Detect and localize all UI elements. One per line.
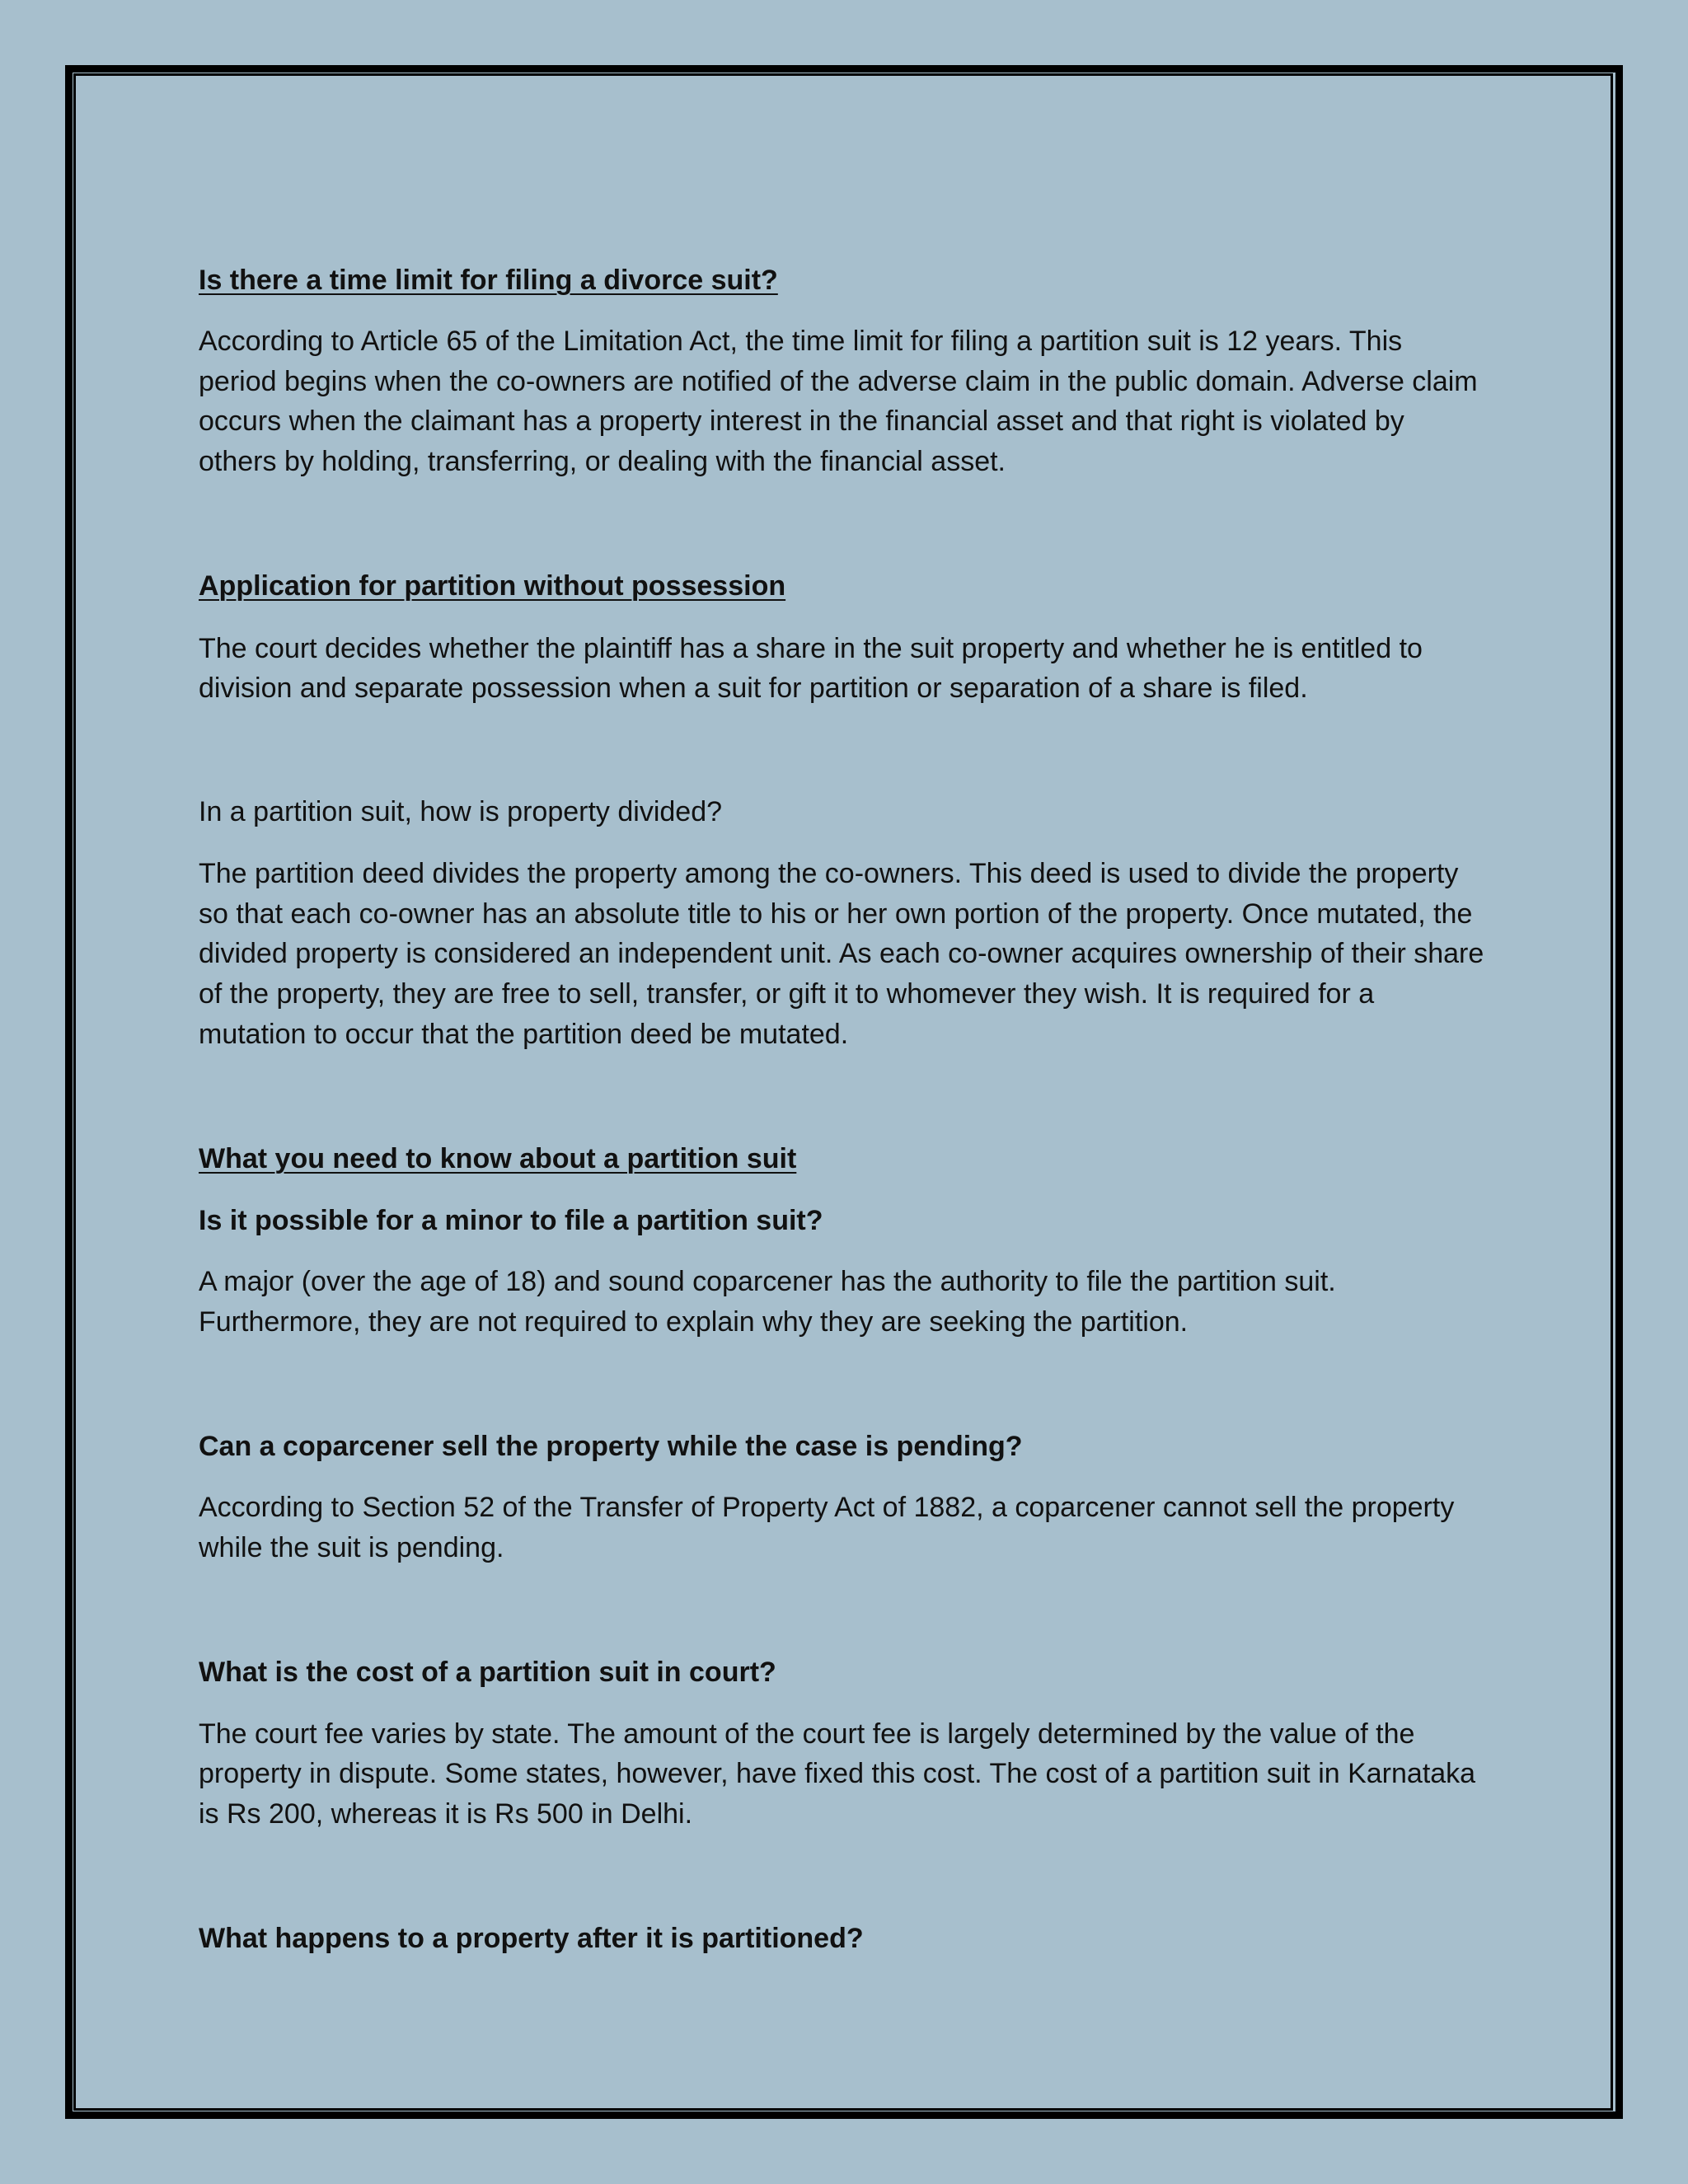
- paragraph-line: The partition deed divides the property among the co-owners. This deed is used to divide the property: [199, 858, 1459, 889]
- paragraph-line: is Rs 200, whereas it is Rs 500 in Delhi.: [199, 1798, 693, 1830]
- paragraph-line: mutation to occur that the partition deed be mutated.: [199, 1019, 849, 1050]
- question-heading: Can a coparcener sell the property while the case is pending?: [199, 1431, 1023, 1462]
- paragraph-line: Furthermore, they are not required to explain why they are seeking the partition.: [199, 1306, 1189, 1338]
- paragraph-line: so that each co-owner has an absolute title to his or her own portion of the property. Once mutated, the: [199, 898, 1473, 930]
- paragraph-line: while the suit is pending.: [199, 1532, 504, 1563]
- paragraph-line: According to Article 65 of the Limitation Act, the time limit for filing a partition suit is 12 years. This: [199, 326, 1403, 357]
- paragraph-line: property in dispute. Some states, however, have fixed this cost. The cost of a partition suit in Karnataka: [199, 1758, 1476, 1789]
- section-heading: What you need to know about a partition suit: [199, 1143, 797, 1174]
- paragraph-line: division and separate possession when a suit for partition or separation of a share is filed.: [199, 673, 1308, 704]
- section-heading: Application for partition without possession: [199, 570, 786, 602]
- section-heading: In a partition suit, how is property divided?: [199, 796, 723, 827]
- paragraph-line: of the property, they are free to sell, transfer, or gift it to whomever they wish. It is required for a: [199, 978, 1375, 1010]
- paragraph-line: The court decides whether the plaintiff has a share in the suit property and whether he is entitled to: [199, 633, 1423, 664]
- paragraph-line: divided property is considered an independent unit. As each co-owner acquires ownership of their share: [199, 938, 1484, 969]
- paragraph-line: A major (over the age of 18) and sound coparcener has the authority to file the partition suit.: [199, 1266, 1336, 1297]
- paragraph-line: The court fee varies by state. The amount of the court fee is largely determined by the value of the: [199, 1718, 1415, 1750]
- document-body: [199, 0, 1501, 2184]
- section-heading: Is there a time limit for filing a divorce suit?: [199, 265, 778, 296]
- question-heading: What happens to a property after it is partitioned?: [199, 1923, 864, 1954]
- paragraph-line: occurs when the claimant has a property interest in the financial asset and that right is violated by: [199, 405, 1404, 437]
- paragraph-line: period begins when the co-owners are notified of the adverse claim in the public domain. Adverse claim: [199, 366, 1478, 397]
- paragraph-line: According to Section 52 of the Transfer of Property Act of 1882, a coparcener cannot sell the property: [199, 1492, 1455, 1523]
- question-heading: Is it possible for a minor to file a partition suit?: [199, 1205, 823, 1236]
- question-heading: What is the cost of a partition suit in court?: [199, 1657, 776, 1688]
- paragraph-line: others by holding, transferring, or dealing with the financial asset.: [199, 446, 1006, 477]
